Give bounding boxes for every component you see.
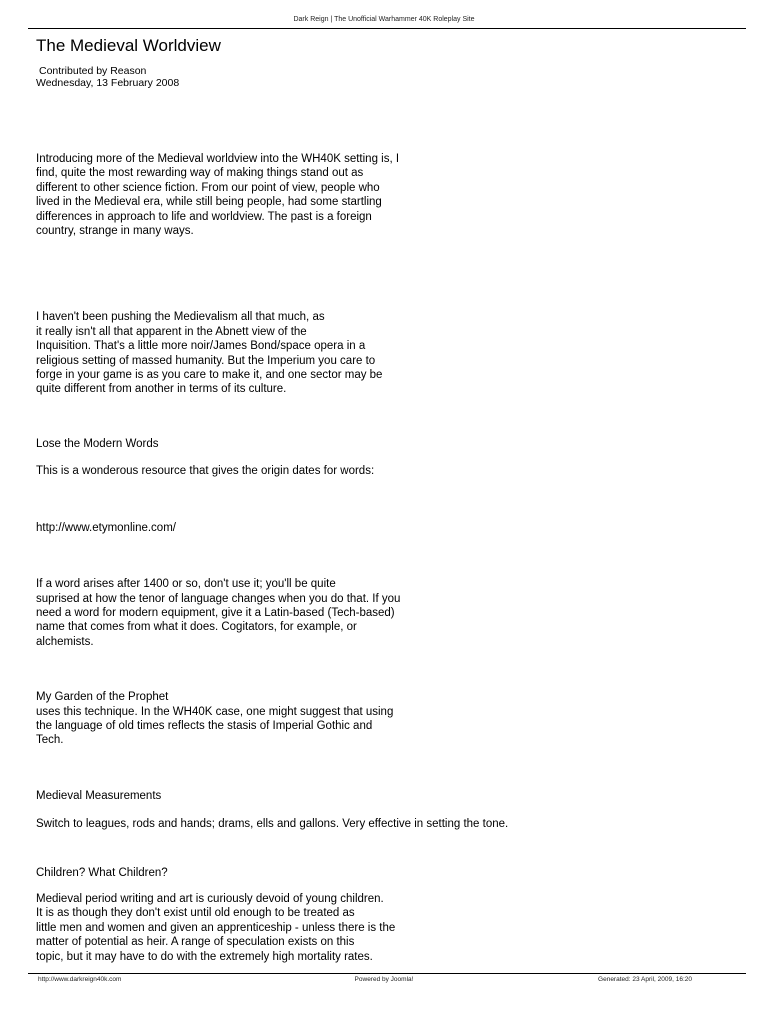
- paragraph-intro: Introducing more of the Medieval worldview into the WH40K setting is, I find, quite the most rewarding way of making things stand out as different to other science fiction. From our point of view, people who lived in the Medieval era, while still being people, had some startling differences in approach to life and worldview. The past is a foreign country, strange in many ways.: [36, 153, 400, 238]
- article-meta: [36, 65, 179, 89]
- paragraph-measurements: Switch to leagues, rods and hands; drams, ells and gallons. Very effective in setting the tone.: [36, 818, 509, 831]
- footer-powered: Powered by Joomla!: [354, 976, 414, 983]
- page-title: The Medieval Worldview: [36, 36, 221, 55]
- paragraph-garden: My Garden of the Prophet uses this technique. In the WH40K case, one might suggest that using the language of old times reflects the stasis of Imperial Gothic and Tech.: [36, 691, 394, 747]
- footer-rule: [28, 973, 746, 974]
- footer-generated: Generated: 23 April, 2009, 16:20: [598, 976, 692, 983]
- heading-children: Children? What Children?: [36, 866, 168, 879]
- author-line: Contributed by Reason: [39, 65, 147, 77]
- date-line: Wednesday, 13 February 2008: [36, 77, 180, 89]
- paragraph-resource: This is a wonderous resource that gives the origin dates for words:: [36, 465, 375, 478]
- article-body: [36, 152, 596, 964]
- site-header: Dark Reign | The Unofficial Warhammer 40K Roleplay Site: [293, 16, 475, 23]
- paragraph-medievalism: I haven't been pushing the Medievalism all that much, as it really isn't all that apparent in the Abnett view of the Inquisition. That's a little more noir/James Bond/space opera in a religious setting of massed humanity. But the Imperium you care to forge in your game is as you care to make it, and one sector may be quite different from another in terms of its culture.: [36, 311, 383, 396]
- paragraph-children: Medieval period writing and art is curiously devoid of young children. It is as though they don't exist until old enough to be treated as little men and women and given an apprenticeship - unless there is the matter of potential as heir. A range of speculation exists on this topic, but it may have to do with the extremely high mortality rates.: [36, 892, 396, 963]
- footer-url[interactable]: http://www.darkreign40k.com: [38, 976, 122, 983]
- etymonline-link[interactable]: http://www.etymonline.com/: [36, 521, 176, 534]
- paragraph-modern-words: If a word arises after 1400 or so, don't use it; you'll be quite suprised at how the tenor of language changes when you do that. If you need a word for modern equipment, give it a Latin-based (Tech-based) name that comes from what it does. Cogitators, for example, or alchemists.: [36, 578, 401, 648]
- header-rule: [28, 28, 746, 29]
- heading-modern-words: Lose the Modern Words: [36, 437, 159, 450]
- heading-measurements: Medieval Measurements: [36, 789, 162, 802]
